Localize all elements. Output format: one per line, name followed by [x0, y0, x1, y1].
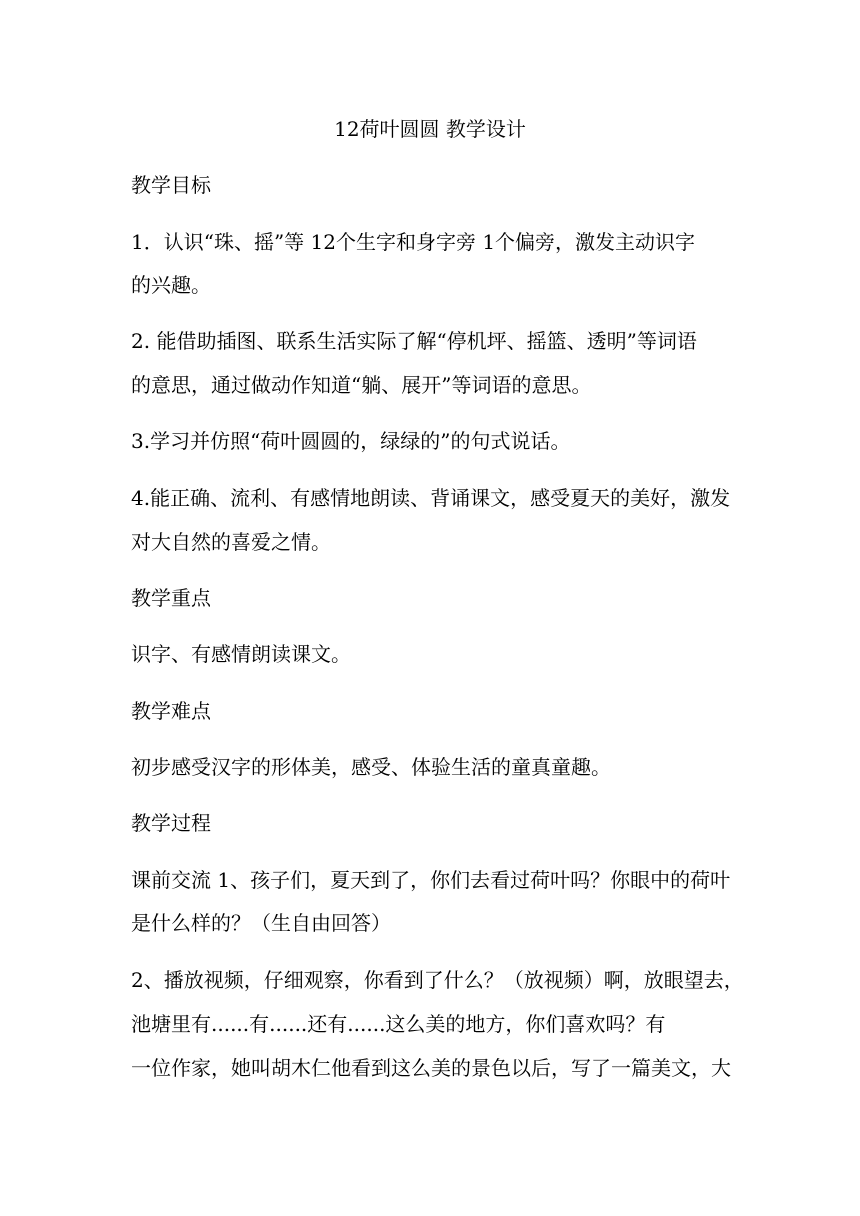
objective-2-line-1: 2. 能借助插图、联系生活实际了解“停机坪、摇篮、透明”等词语	[131, 329, 697, 353]
objective-1-line-1: 1．认识“珠、摇”等 12个生字和身字旁 1个偏旁，激发主动识字	[131, 230, 696, 254]
process-1-line-2: 是什么样的？（生自由回答）	[131, 911, 391, 935]
heading-key-points: 教学重点	[131, 586, 211, 610]
process-2-line-2: 池塘里有......有......还有......这么美的地方，你们喜欢吗？有	[131, 1012, 666, 1036]
objective-4-line-1: 4.能正确、流利、有感情地朗读、背诵课文，感受夏天的美好，激发	[131, 486, 731, 510]
objective-3: 3.学习并仿照“荷叶圆圆的，绿绿的”的句式说话。	[131, 429, 571, 453]
key-points-text: 识字、有感情朗读课文。	[131, 642, 351, 666]
objective-1-line-2: 的兴趣。	[131, 273, 211, 297]
heading-difficulties: 教学难点	[131, 699, 211, 723]
objective-4-line-2: 对大自然的喜爱之情。	[131, 530, 331, 554]
heading-objectives: 教学目标	[131, 173, 211, 197]
heading-process: 教学过程	[131, 811, 211, 835]
process-2-line-1: 2、播放视频，仔细观察，你看到了什么？（放视频）啊，放眼望去，	[131, 968, 744, 992]
difficulties-text: 初步感受汉字的形体美，感受、体验生活的童真童趣。	[131, 755, 611, 779]
document-title: 12荷叶圆圆 教学设计	[334, 117, 526, 141]
process-2-line-3: 一位作家，她叫胡木仁他看到这么美的景色以后，写了一篇美文，大	[131, 1056, 731, 1080]
objective-2-line-2: 的意思，通过做动作知道“躺、展开”等词语的意思。	[131, 373, 592, 397]
process-1-line-1: 课前交流 1、孩子们，夏天到了，你们去看过荷叶吗？你眼中的荷叶	[131, 868, 731, 892]
